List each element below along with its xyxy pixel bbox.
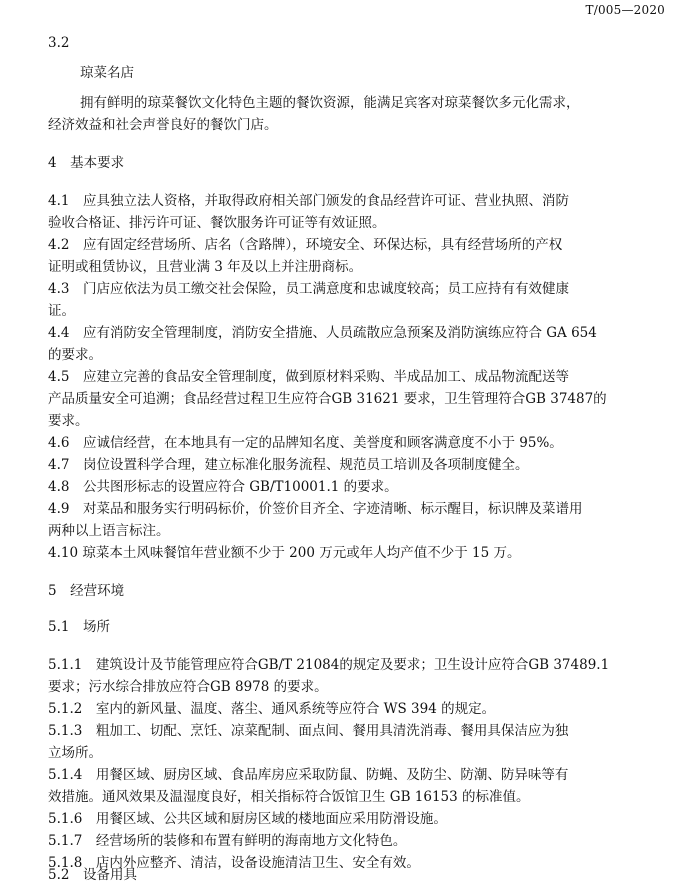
clause-text: 5.1.8 店内外应整齐、清洁，设备设施清洁卫生、安全有效。 [48,855,420,871]
clause-text: 4.2 应有固定经营场所、店名（含路牌），环境安全、环保达标，具有经营场所的产权 [48,237,563,253]
document-code: T/005—2020 [585,3,665,17]
clause-text: 产品质量安全可追溯；食品经营过程卫生应符合GB 31621 要求，卫生管理符合GB 37487的 [48,391,607,407]
clause-text: 的要求。 [48,347,102,363]
clause-text: 要求。 [48,413,89,429]
clause-text: 4.3 门店应依法为员工缴交社会保险，员工满意度和忠诚度较高；员工应持有有效健康 [48,281,569,297]
clause-text: 证明或租赁协议，且营业满 3 年及以上并注册商标。 [48,259,363,275]
clause-text: 两种以上语言标注。 [48,523,170,539]
clause-text: 4.9 对菜品和服务实行明码标价，价签价目齐全、字迹清晰、标示醒目，标识牌及菜谱用 [48,501,583,517]
clause-text: 要求；污水综合排放应符合GB 8978 的要求。 [48,679,328,695]
clause-text: 5.1.3 粗加工、切配、烹饪、凉菜配制、面点间、餐用具清洗消毒、餐用具保洁应为独 [48,723,569,739]
clause-text: 5.1.1 建筑设计及节能管理应符合GB/T 21084的规定及要求；卫生设计应符合GB 37489.1 [48,657,610,673]
definition-text: 经济效益和社会声誉良好的餐饮门店。 [48,117,278,133]
term-title: 琼菜名店 [80,65,134,81]
clause-text: 验收合格证、排污许可证、餐饮服务许可证等有效证照。 [48,215,386,231]
clause-text: 效措施。通风效果及温湿度良好，相关指标符合饭馆卫生 GB 16153 的标准值。 [48,789,530,805]
clause-text: 5.1.4 用餐区域、厨房区域、食品库房应采取防鼠、防蝇、及防尘、防潮、防异味等有 [48,767,569,783]
clause-text: 4.4 应有消防安全管理制度，消防安全措施、人员疏散应急预案及消防演练应符合 GA 654 [48,325,597,341]
clause-text: 4.1 应具独立法人资格，并取得政府相关部门颁发的食品经营许可证、营业执照、消防 [48,193,569,209]
clause-text: 立场所。 [48,745,102,761]
section-number: 3.2 [48,35,70,51]
clause-text: 4.5 应建立完善的食品安全管理制度，做到原材料采购、半成品加工、成品物流配送等 [48,369,569,385]
clause-text: 4.10 琼菜本土风味餐馆年营业额不少于 200 万元或年人均产值不少于 15 万。 [48,545,521,561]
clause-text: 5.1.6 用餐区域、公共区域和厨房区域的楼地面应采用防滑设施。 [48,811,447,827]
clause-text: 4.8 公共图形标志的设置应符合 GB/T10001.1 的要求。 [48,479,398,495]
definition-text: 拥有鲜明的琼菜餐饮文化特色主题的餐饮资源，能满足宾客对琼菜餐饮多元化需求， [80,95,580,111]
section-heading: 5 经营环境 [48,583,125,599]
section-heading: 4 基本要求 [48,155,125,171]
clause-text: 4.6 应诚信经营，在本地具有一定的品牌知名度、美誉度和顾客满意度不小于 95%。 [48,435,563,451]
clause-text: 5.1.2 室内的新风量、温度、落尘、通风系统等应符合 WS 394 的规定。 [48,701,496,717]
clause-text: 4.7 岗位设置科学合理，建立标准化服务流程、规范员工培训及各项制度健全。 [48,457,529,473]
clause-text: 5.1.7 经营场所的装修和布置有鲜明的海南地方文化特色。 [48,833,407,849]
clause-text: 证。 [48,303,75,319]
subsection-heading: 5.1 场所 [48,619,110,635]
subsection-heading: 5.2 设备用具 [48,867,137,883]
